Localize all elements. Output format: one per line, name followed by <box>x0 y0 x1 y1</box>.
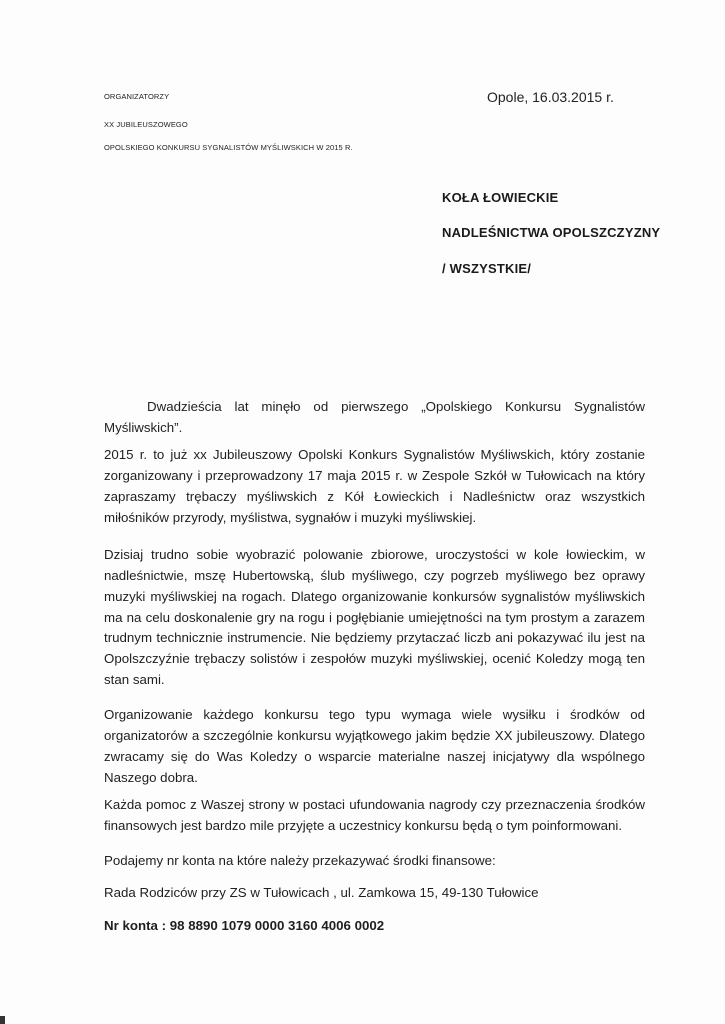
organizers-line-3: OPOLSKIEGO KONKURSU SYGNALISTÓW MYŚLIWSKICH W 2015 R. <box>104 143 353 152</box>
organizers-line-2: XX JUBILEUSZOWEGO <box>104 120 188 129</box>
intro-paragraph: Dwadzieścia lat minęło od pierwszego „Opolskiego Konkursu Sygnalistów Myśliwskich”. <box>104 399 645 436</box>
paragraph-hunting-music: Dzisiaj trudno sobie wyobrazić polowanie zbiorowe, uroczystości w kole łowieckim, w nadleśnictwie, mszę Hubertowską, ślub myśliwego, czy pogrzeb myśliwego bez oprawy muzyki myśliwskiej na rogach. Dlatego organizowanie konkursów sygnalistów myśliwskich ma na celu doskonalenie gry na rogu i pogłębianie umiejętności na tym prostym a zarazem trudnym technicznie instrumencie. Nie będziemy przytaczać liczb ani pokazywać ilu jest na Opolszczyźnie trębaczy solistów i zespołów muzyki myśliwskiej, ocenić Koledzy mogą ten stan sami. <box>104 547 645 688</box>
paragraph-recipient-address: Rada Rodziców przy ZS w Tułowicach , ul. Zamkowa 15, 49-130 Tułowice <box>104 885 539 901</box>
paragraph-support-request: Organizowanie każdego konkursu tego typu wymaga wiele wysiłku i środków od organizatorów a szczególnie konkursu wyjątkowego jakim będzie XX jubileuszowy. Dlatego zwracamy się do Was Koledzy o wsparcie materialne naszej inicjatywy dla wspólnego Naszego dobra. <box>104 707 645 785</box>
letter-date: Opole, 16.03.2015 r. <box>487 89 614 105</box>
paragraph-account-intro: Podajemy nr konta na które należy przekazywać środki finansowe: <box>104 853 496 869</box>
paragraph-contest-announcement: 2015 r. to już xx Jubileuszowy Opolski Konkurs Sygnalistów Myśliwskich, który zostanie zorganizowany i przeprowadzony 17 maja 2015 r. w Zespole Szkół w Tułowicach na który zapraszamy trębaczy myśliwskich z Kół Łowieckich i Nadleśnictw oraz wszystkich miłośników przyrody, myślistwa, sygnałów i muzyki myśliwskiej. <box>104 447 645 525</box>
organizers-label: ORGANIZATORZY <box>104 92 170 101</box>
addressee-line-2: NADLEŚNICTWA OPOLSZCZYZNY <box>442 225 661 240</box>
scan-edge-mark <box>0 1016 5 1024</box>
addressee-line-3: / WSZYSTKIE/ <box>442 261 532 276</box>
addressee-line-1: KOŁA ŁOWIECKIE <box>442 190 559 205</box>
paragraph-sponsorship: Każda pomoc z Waszej strony w postaci ufundowania nagrody czy przeznaczenia środków finansowych jest bardzo mile przyjęte a uczestnicy konkursu będą o tym poinformowani. <box>104 797 645 834</box>
bank-account-number: Nr konta : 98 8890 1079 0000 3160 4006 0002 <box>104 918 385 934</box>
